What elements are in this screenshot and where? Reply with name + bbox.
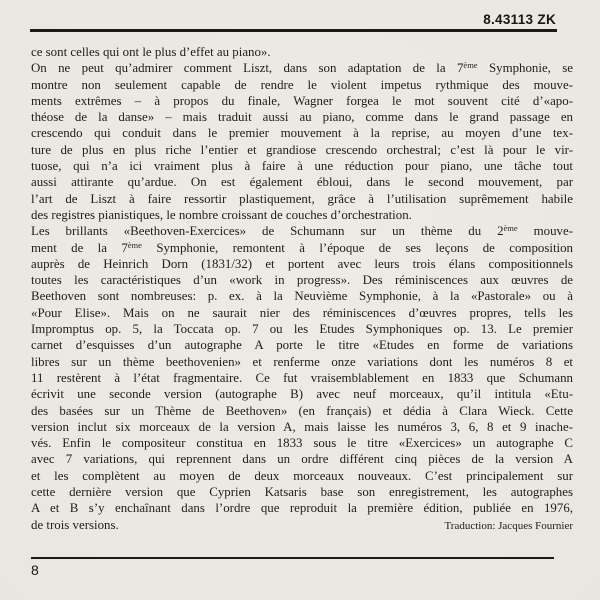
text-line: ment de la 7ème Symphonie, remontent à l’époque de ses leçons de composition: [31, 239, 573, 255]
text-line: toutes les caractéristiques d’un «work in progress». Des réminiscences aux œuvres de: [31, 273, 573, 288]
translation-credit: Traduction: Jacques Fournier: [444, 519, 573, 532]
text-line: vés. Enfin le compositeur constitua en 1833 sous le titre «Exercices» un autographe C: [31, 436, 573, 451]
text-line: version inclut six morceaux de la version A, mais laisse les numéros 3, 6, 8 et 9 inache-: [31, 419, 573, 434]
header-rule: [30, 29, 557, 32]
text-line: On ne peut qu’admirer comment Liszt, dans son adaptation de la 7ème Symphonie, se: [31, 60, 573, 76]
text-line: Beethoven sont nombreuses: p. ex. à la Neuvième Symphonie, à la «Pastorale» ou à: [31, 289, 573, 304]
last-line-text: de trois versions.: [31, 517, 119, 532]
text-line: théose de la danse» – mais traduit aussi au piano, comme dans le grand passage en: [31, 110, 573, 125]
text-line: des registres pianistiques, le nombre croissant de couches d’orchestration.: [31, 207, 412, 222]
text-line: ments extrêmes – à propos du finale, Wagner forgea le mot souvent cité d’«apo-: [31, 93, 573, 108]
catalog-number: 8.43113 ZK: [483, 12, 556, 27]
text-line: écrivit une seconde version (autographe B) avec neuf morceaux, qu’il intitula «Etu-: [31, 387, 573, 402]
last-line-row: [31, 517, 573, 533]
text-line: montre non seulement capable de rendre le violent impetus rythmique des mouve-: [31, 77, 573, 92]
text-line: ce sont celles qui ont le plus d’effet au piano».: [31, 45, 271, 59]
text-line: «Pour Elise». Mais on ne saurait nier des réminiscences d’œuvres propres, tells les: [31, 305, 573, 320]
text-line: ture de plus en plus riche l’entier et grandiose crescendo orchestral; c’est là pour le vir-: [31, 142, 573, 157]
text-line: cette dernière version que Cyprien Katsaris base son enregistrement, les autographes: [31, 485, 573, 500]
text-line: Les brillants «Beethoven-Exercices» de Schumann sur un thème du 2ème mouve-: [31, 223, 573, 239]
page-number: 8: [31, 562, 39, 578]
text-line: carnet d’esquisses d’un autographe A porte le titre «Etudes en forme de variations: [31, 338, 573, 353]
text-line: tuose, qui n’a ici vraiment plus à faire à une réduction pour piano, une tâche tout: [31, 159, 573, 174]
text-line: avec 7 variations, qui reprennent dans un ordre différent cinq pièces de la version A: [31, 452, 573, 467]
liner-notes-text: [31, 44, 573, 533]
text-line: et les complètent au moyen de deux morceaux nouveaux. C’est principalement sur: [31, 468, 573, 483]
text-line: Impromptus op. 5, la Toccata op. 7 ou les Etudes Symphoniques op. 13. Le premier: [31, 322, 573, 337]
text-line: l’art de Liszt à faire ressortir plastiquement, grâce à l’utilisation suprêmement habile: [31, 191, 573, 206]
text-line: auprès de Heinrich Dorn (1831/32) et portent avec leurs trois élans compositionnels: [31, 256, 573, 271]
text-line: 11 restèrent à l’état fragmentaire. Ce fut vraisemblablement en 1833 que Schumann: [31, 370, 573, 385]
footer-rule: [31, 557, 554, 559]
text-line: crescendo qui conduit dans le premier mouvement à la reprise, au moyen d’une tex-: [31, 126, 573, 141]
text-line: aussi attirante qu’ardue. On est également ébloui, dans le second mouvement, par: [31, 175, 573, 190]
text-line: libres sur un thème beethovenien» et renferme onze variations dont les numéros 8 et: [31, 354, 573, 369]
text-lines: [31, 44, 573, 517]
text-line: des basées sur un Thème de Beethoven» (en français) et dédia à Clara Wieck. Cette: [31, 403, 573, 418]
text-line: A et B s’y enchaînant dans l’ordre que reproduit la première édition, publiée en 1976,: [31, 501, 573, 516]
